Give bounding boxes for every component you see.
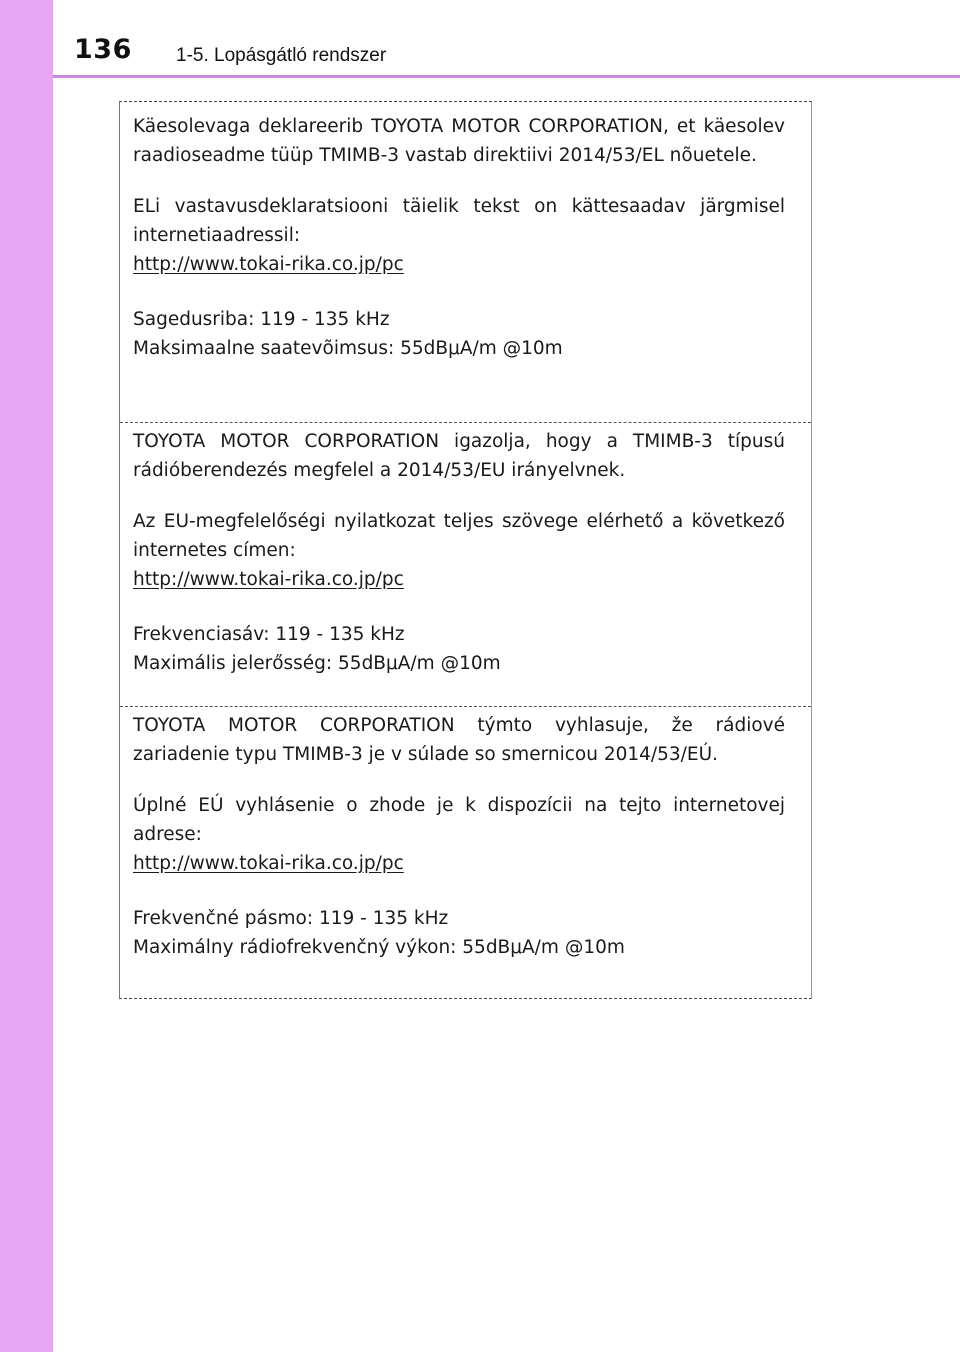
frequency-band: Frekvenciasáv: 119 - 135 kHz xyxy=(133,624,405,645)
frequency-band: Frekvenčné pásmo: 119 - 135 kHz xyxy=(133,908,449,929)
side-color-strip xyxy=(0,0,53,1352)
declaration-statement: TOYOTA MOTOR CORPORATION igazolja, hogy a TMIMB-3 típusú rádióberendezés megfelel a 2014/53/EU irányelvnek. xyxy=(133,431,785,481)
declaration-url-link[interactable]: http://www.tokai-rika.co.jp/pc xyxy=(133,254,404,275)
max-power: Maximálny rádiofrekvenčný výkon: 55dBμA/m @10m xyxy=(133,937,625,958)
declaration-estonian xyxy=(120,112,811,420)
declaration-url-link[interactable]: http://www.tokai-rika.co.jp/pc xyxy=(133,853,404,874)
declaration-availability: ELi vastavusdeklaratsiooni täielik tekst on kättesaadav järgmisel internetiaadressil: xyxy=(133,196,785,246)
frequency-band: Sagedusriba: 119 - 135 kHz xyxy=(133,309,390,330)
declaration-statement: Käesolevaga deklareerib TOYOTA MOTOR CORPORATION, et käesolev raadioseadme tüüp TMIMB-3 vastab direktiivi 2014/53/EL nõuetele. xyxy=(133,116,785,166)
declaration-availability: Az EU-megfelelőségi nyilatkozat teljes szövege elérhető a következő internetes címen: xyxy=(133,511,785,561)
page-number: 136 xyxy=(74,34,132,65)
declaration-url-link[interactable]: http://www.tokai-rika.co.jp/pc xyxy=(133,569,404,590)
section-title: 1-5. Lopásgátló rendszer xyxy=(176,45,387,66)
max-power: Maksimaalne saatevõimsus: 55dBμA/m @10m xyxy=(133,338,563,359)
declaration-box xyxy=(119,101,812,999)
header-divider xyxy=(53,75,960,78)
declaration-statement: TOYOTA MOTOR CORPORATION týmto vyhlasuje, že rádiové zariadenie typu TMIMB-3 je v súlade so smernicou 2014/53/EÚ. xyxy=(133,715,785,765)
max-power: Maximális jelerősség: 55dBμA/m @10m xyxy=(133,653,501,674)
declaration-availability: Úplné EÚ vyhlásenie o zhode je k dispozícii na tejto internetovej adrese: xyxy=(133,795,785,845)
declaration-slovak xyxy=(120,706,811,998)
declaration-hungarian xyxy=(120,422,811,705)
